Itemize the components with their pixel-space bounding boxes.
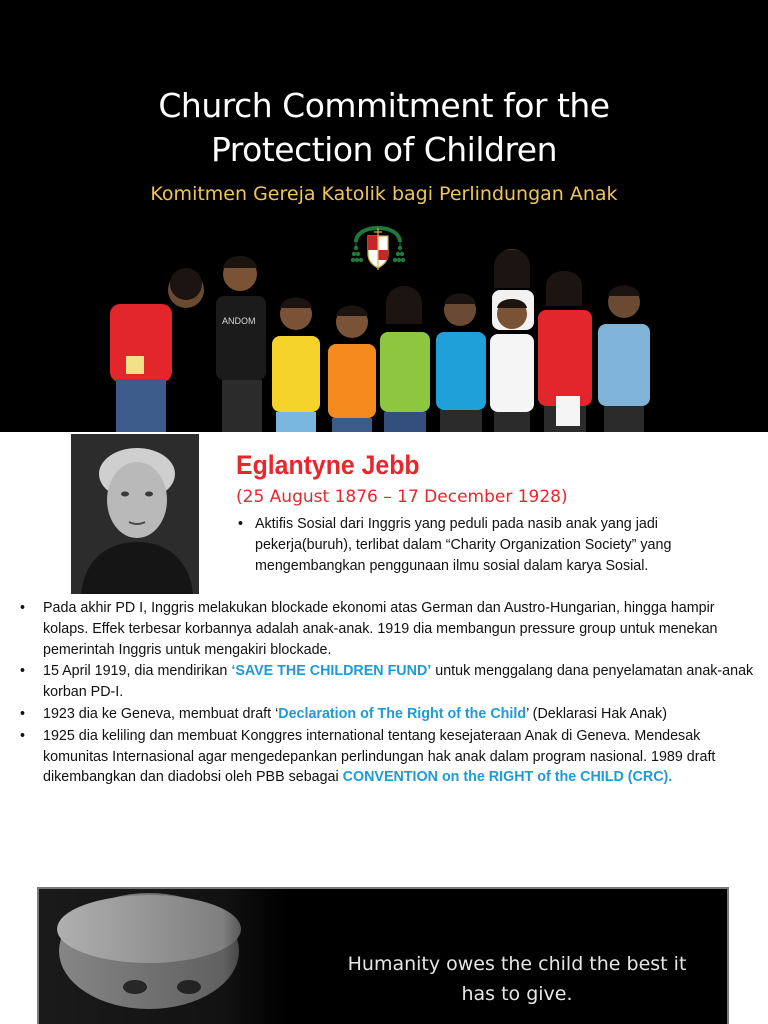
list-item xyxy=(20,598,760,660)
quote-line-1: Humanity owes the child the best it xyxy=(347,953,687,975)
title-slide xyxy=(0,0,768,432)
quote-slide xyxy=(37,887,729,1024)
list-item xyxy=(20,661,760,703)
highlight-text: Declaration of The Right of the Child xyxy=(278,705,527,722)
bullet-icon: • xyxy=(20,663,26,680)
list-item-text: untuk menggalang dana penyelamatan anak-anak korban PD-I. xyxy=(43,663,754,701)
person-name: Eglantyne Jebb xyxy=(236,450,420,480)
title-line-2: Protection of Children xyxy=(210,130,558,169)
biography-text xyxy=(238,514,678,576)
quote-line-2: has to give. xyxy=(461,983,573,1005)
bullet-icon: • xyxy=(20,600,26,616)
person-dates: (25 August 1876 – 17 December 1928) xyxy=(236,487,568,507)
quote-portrait-photo xyxy=(39,889,284,1024)
bullet-icon: • xyxy=(20,705,26,722)
list-item-text: ’ (Deklarasi Hak Anak) xyxy=(526,705,667,722)
quote-text xyxy=(307,949,727,1009)
bullet-icon: • xyxy=(20,727,26,744)
history-list xyxy=(20,598,760,789)
list-item-text: 1925 dia keliling dan membuat Konggres international tentang kesejateraan Anak di Geneva. Mendesak komunitas Internasional agar mengedepankan perlindungan hak anak dalam program nasional. 1989 draft dikembangkan dan diadobsi oleh PBB sebagai xyxy=(43,727,716,786)
list-item-text: Pada akhir PD I, Inggris melakukan blockade ekonomi atas German dan Austro-Hungarian, hingga hampir kolaps. Effek terbesar korbannya adalah anak-anak. 1919 dia membangun pressure group untuk menekan pemerintah Inggris untuk mengakiri blockade. xyxy=(43,600,718,658)
slide-subtitle: Komitmen Gereja Katolik bagi Perlindungan Anak xyxy=(150,183,618,205)
bullet-icon: • xyxy=(238,516,244,532)
highlight-text: CONVENTION on the RIGHT of the CHILD (CRC). xyxy=(342,769,673,786)
biography-paragraph: Aktifis Sosial dari Inggris yang peduli pada nasib anak yang jadi pekerja(buruh), terlibat dalam “Charity Organization Society” yang mengembangkan penggunaan ilmu sosial dalam karya Sosial. xyxy=(255,516,672,574)
children-group-photo xyxy=(100,244,670,432)
highlight-text: ‘SAVE THE CHILDREN FUND’ xyxy=(231,663,432,680)
title-line-1: Church Commitment for the xyxy=(158,86,610,125)
list-item-text: 15 April 1919, dia mendirikan xyxy=(43,663,232,680)
list-item xyxy=(20,726,760,788)
portrait-photo xyxy=(71,434,199,594)
slide-title xyxy=(0,84,768,172)
list-item-text: 1923 dia ke Geneva, membuat draft ‘ xyxy=(43,705,279,722)
list-item xyxy=(20,704,760,725)
svg-text:ANDOM: ANDOM xyxy=(222,316,256,326)
